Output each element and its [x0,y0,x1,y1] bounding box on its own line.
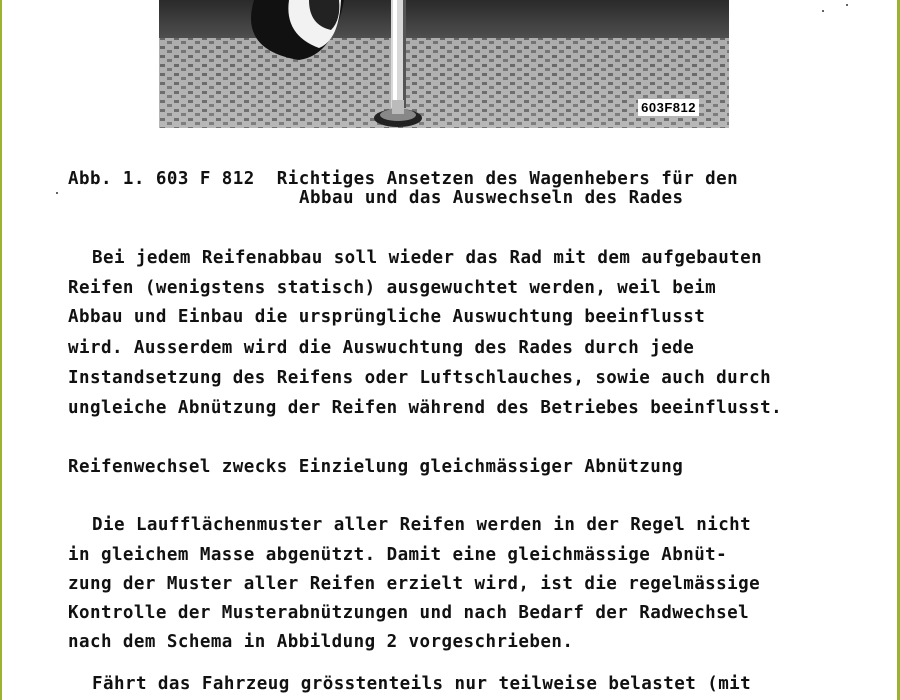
page-border-left [0,0,2,700]
paragraph-1-line: Instandsetzung des Reifens oder Luftschlauches, sowie auch durch [68,368,772,388]
paragraph-2-line: Die Laufflächenmuster aller Reifen werden in der Regel nicht [92,515,752,535]
paragraph-2-line: in gleichem Masse abgenützt. Damit eine gleichmässige Abnüt- [68,545,728,565]
paragraph-3-line: Fährt das Fahrzeug grösstenteils nur teilweise belastet (mit [92,674,752,694]
figure-caption-line-2: Abbau und das Auswechseln des Rades [299,188,684,208]
jack-photo [159,0,729,128]
scan-speck [56,192,58,194]
paragraph-1-line: wird. Ausserdem wird die Auswuchtung des Rades durch jede [68,338,695,358]
figure-code-label: 603F812 [638,99,699,116]
scan-speck [822,10,824,12]
paragraph-1-line: Abbau und Einbau die ursprüngliche Auswuchtung beeinflusst [68,307,706,327]
paragraph-2-line: Kontrolle der Musterabnützungen und nach Bedarf der Radwechsel [68,603,750,623]
section-heading: Reifenwechsel zwecks Einzielung gleichmässiger Abnützung [68,457,684,477]
scan-speck [846,4,848,6]
paragraph-1-line: ungleiche Abnützung der Reifen während des Betriebes beeinflusst. [68,398,783,418]
paragraph-1-line: Bei jedem Reifenabbau soll wieder das Rad mit dem aufgebauten [92,248,763,268]
figure-caption-line-1: Abb. 1. 603 F 812 Richtiges Ansetzen des Wagenhebers für den [68,169,739,189]
paragraph-2-line: zung der Muster aller Reifen erzielt wird, ist die regelmässige [68,574,761,594]
paragraph-1-line: Reifen (wenigstens statisch) ausgewuchtet werden, weil beim [68,278,717,298]
paragraph-2-line: nach dem Schema in Abbildung 2 vorgeschrieben. [68,632,574,652]
